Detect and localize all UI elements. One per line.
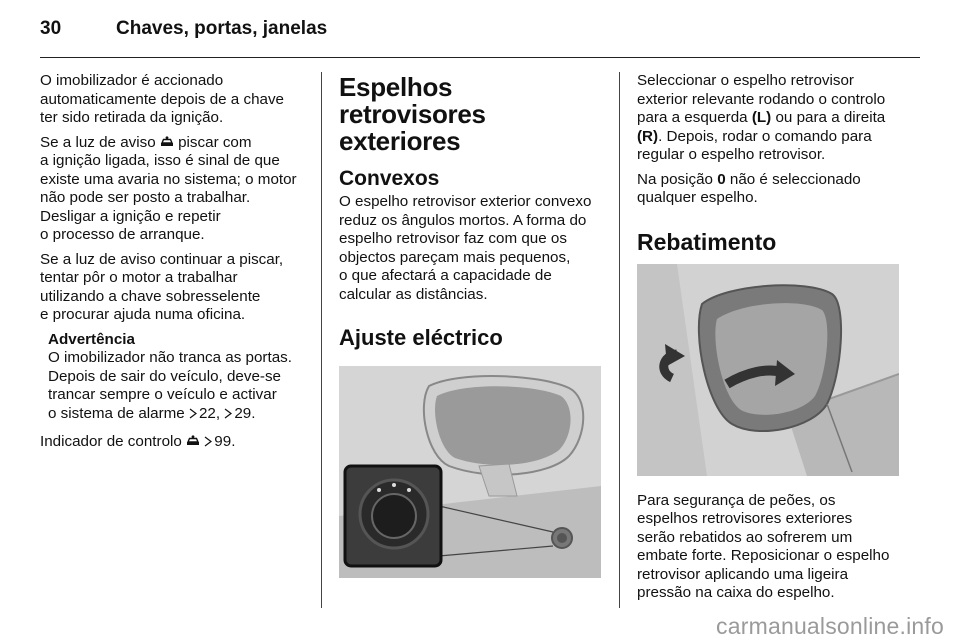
column-divider	[619, 72, 620, 608]
page-ref-link[interactable]: 22,	[198, 404, 225, 422]
text-segment: . Depois, rodar o comando para regular o espelho retrovisor.	[637, 127, 872, 163]
mirror-control-drawing	[339, 366, 601, 578]
zero-label: 0	[717, 170, 726, 188]
running-title: Chaves, portas, janelas	[116, 18, 328, 39]
warning-text	[48, 349, 306, 423]
convex-subheading: Convexos	[339, 167, 440, 190]
text-segment: O imobilizador não tranca as portas. Depois de sair do veículo, deve-se trancar sempre o veículo e activar o sistema de alarme	[48, 349, 292, 422]
text-segment: Indicador de controlo	[40, 433, 187, 450]
warning-title: Advertência	[48, 330, 135, 348]
text-segment: Se a luz de aviso	[40, 133, 160, 151]
header-rule	[40, 57, 920, 58]
text-segment: não é seleccionado qualquer espelho.	[637, 170, 861, 206]
page-ref-link[interactable]: 29.	[234, 404, 256, 422]
mirror-folding-drawing	[637, 264, 899, 476]
text-segment: piscar com a ignição ligada, isso é sinal de que existe uma avaria no sistema; o motor não pode ser posto a trabalhar. Desligar a ignição e repetir o processo de arranque.	[40, 133, 297, 243]
select-mirror-paragraph	[637, 72, 903, 165]
immobilizer-paragraph: O imobilizador é accionado automaticamente depois de a chave ter sido retirada da ignição.	[40, 72, 285, 126]
car-key-warning-icon	[160, 136, 174, 148]
page-header	[40, 12, 920, 54]
mirror-folding-illustration	[637, 264, 899, 476]
page-ref-link[interactable]: 99.	[214, 433, 236, 450]
column-left	[40, 72, 306, 458]
column-middle	[339, 72, 605, 578]
warning-box	[48, 331, 306, 424]
mirror-control-illustration	[339, 366, 601, 578]
page-ref-arrow-icon	[204, 436, 212, 447]
folding-heading: Rebatimento	[637, 228, 777, 255]
right-label: (R)	[637, 127, 659, 145]
control-indicator-paragraph	[40, 433, 306, 452]
electric-adjust-subheading: Ajuste eléctrico	[339, 325, 503, 350]
text-segment: Seleccionar o espelho retrovisor exterior relevante rodando o controlo para a esquerda	[637, 72, 886, 126]
folding-paragraph: Para segurança de peões, os espelhos retrovisores exteriores serão rebatidos ao sofrerem um embate forte. Reposicionar o espelho retrovisor aplicando uma ligeira pressão na caixa do espelho.	[637, 491, 890, 601]
position-zero-paragraph	[637, 171, 903, 208]
left-label: (L)	[751, 109, 772, 126]
convex-paragraph: O espelho retrovisor exterior convexo reduz os ângulos mortos. A forma do espelho retrovisor faz com que os objectos pareçam mais pequenos, o que afectará a capacidade de calcular as distâncias.	[339, 193, 592, 303]
page-number: 30	[40, 18, 62, 39]
page-ref-arrow-icon	[189, 408, 197, 419]
text-segment: ou para a direita	[775, 109, 886, 126]
column-divider	[321, 72, 322, 608]
watermark: carmanualsonline.info	[716, 613, 944, 639]
text-segment: Na posição	[637, 170, 718, 188]
warning-light-paragraph	[40, 134, 306, 245]
car-key-warning-icon	[186, 435, 200, 447]
page-ref-arrow-icon	[224, 408, 232, 419]
retry-paragraph: Se a luz de aviso continuar a piscar, tentar pôr o motor a trabalhar utilizando a chave sobresselente e procurar ajuda numa oficina.	[40, 250, 284, 323]
column-right	[637, 72, 903, 609]
section-heading: Espelhos retrovisores exteriores	[339, 72, 486, 156]
